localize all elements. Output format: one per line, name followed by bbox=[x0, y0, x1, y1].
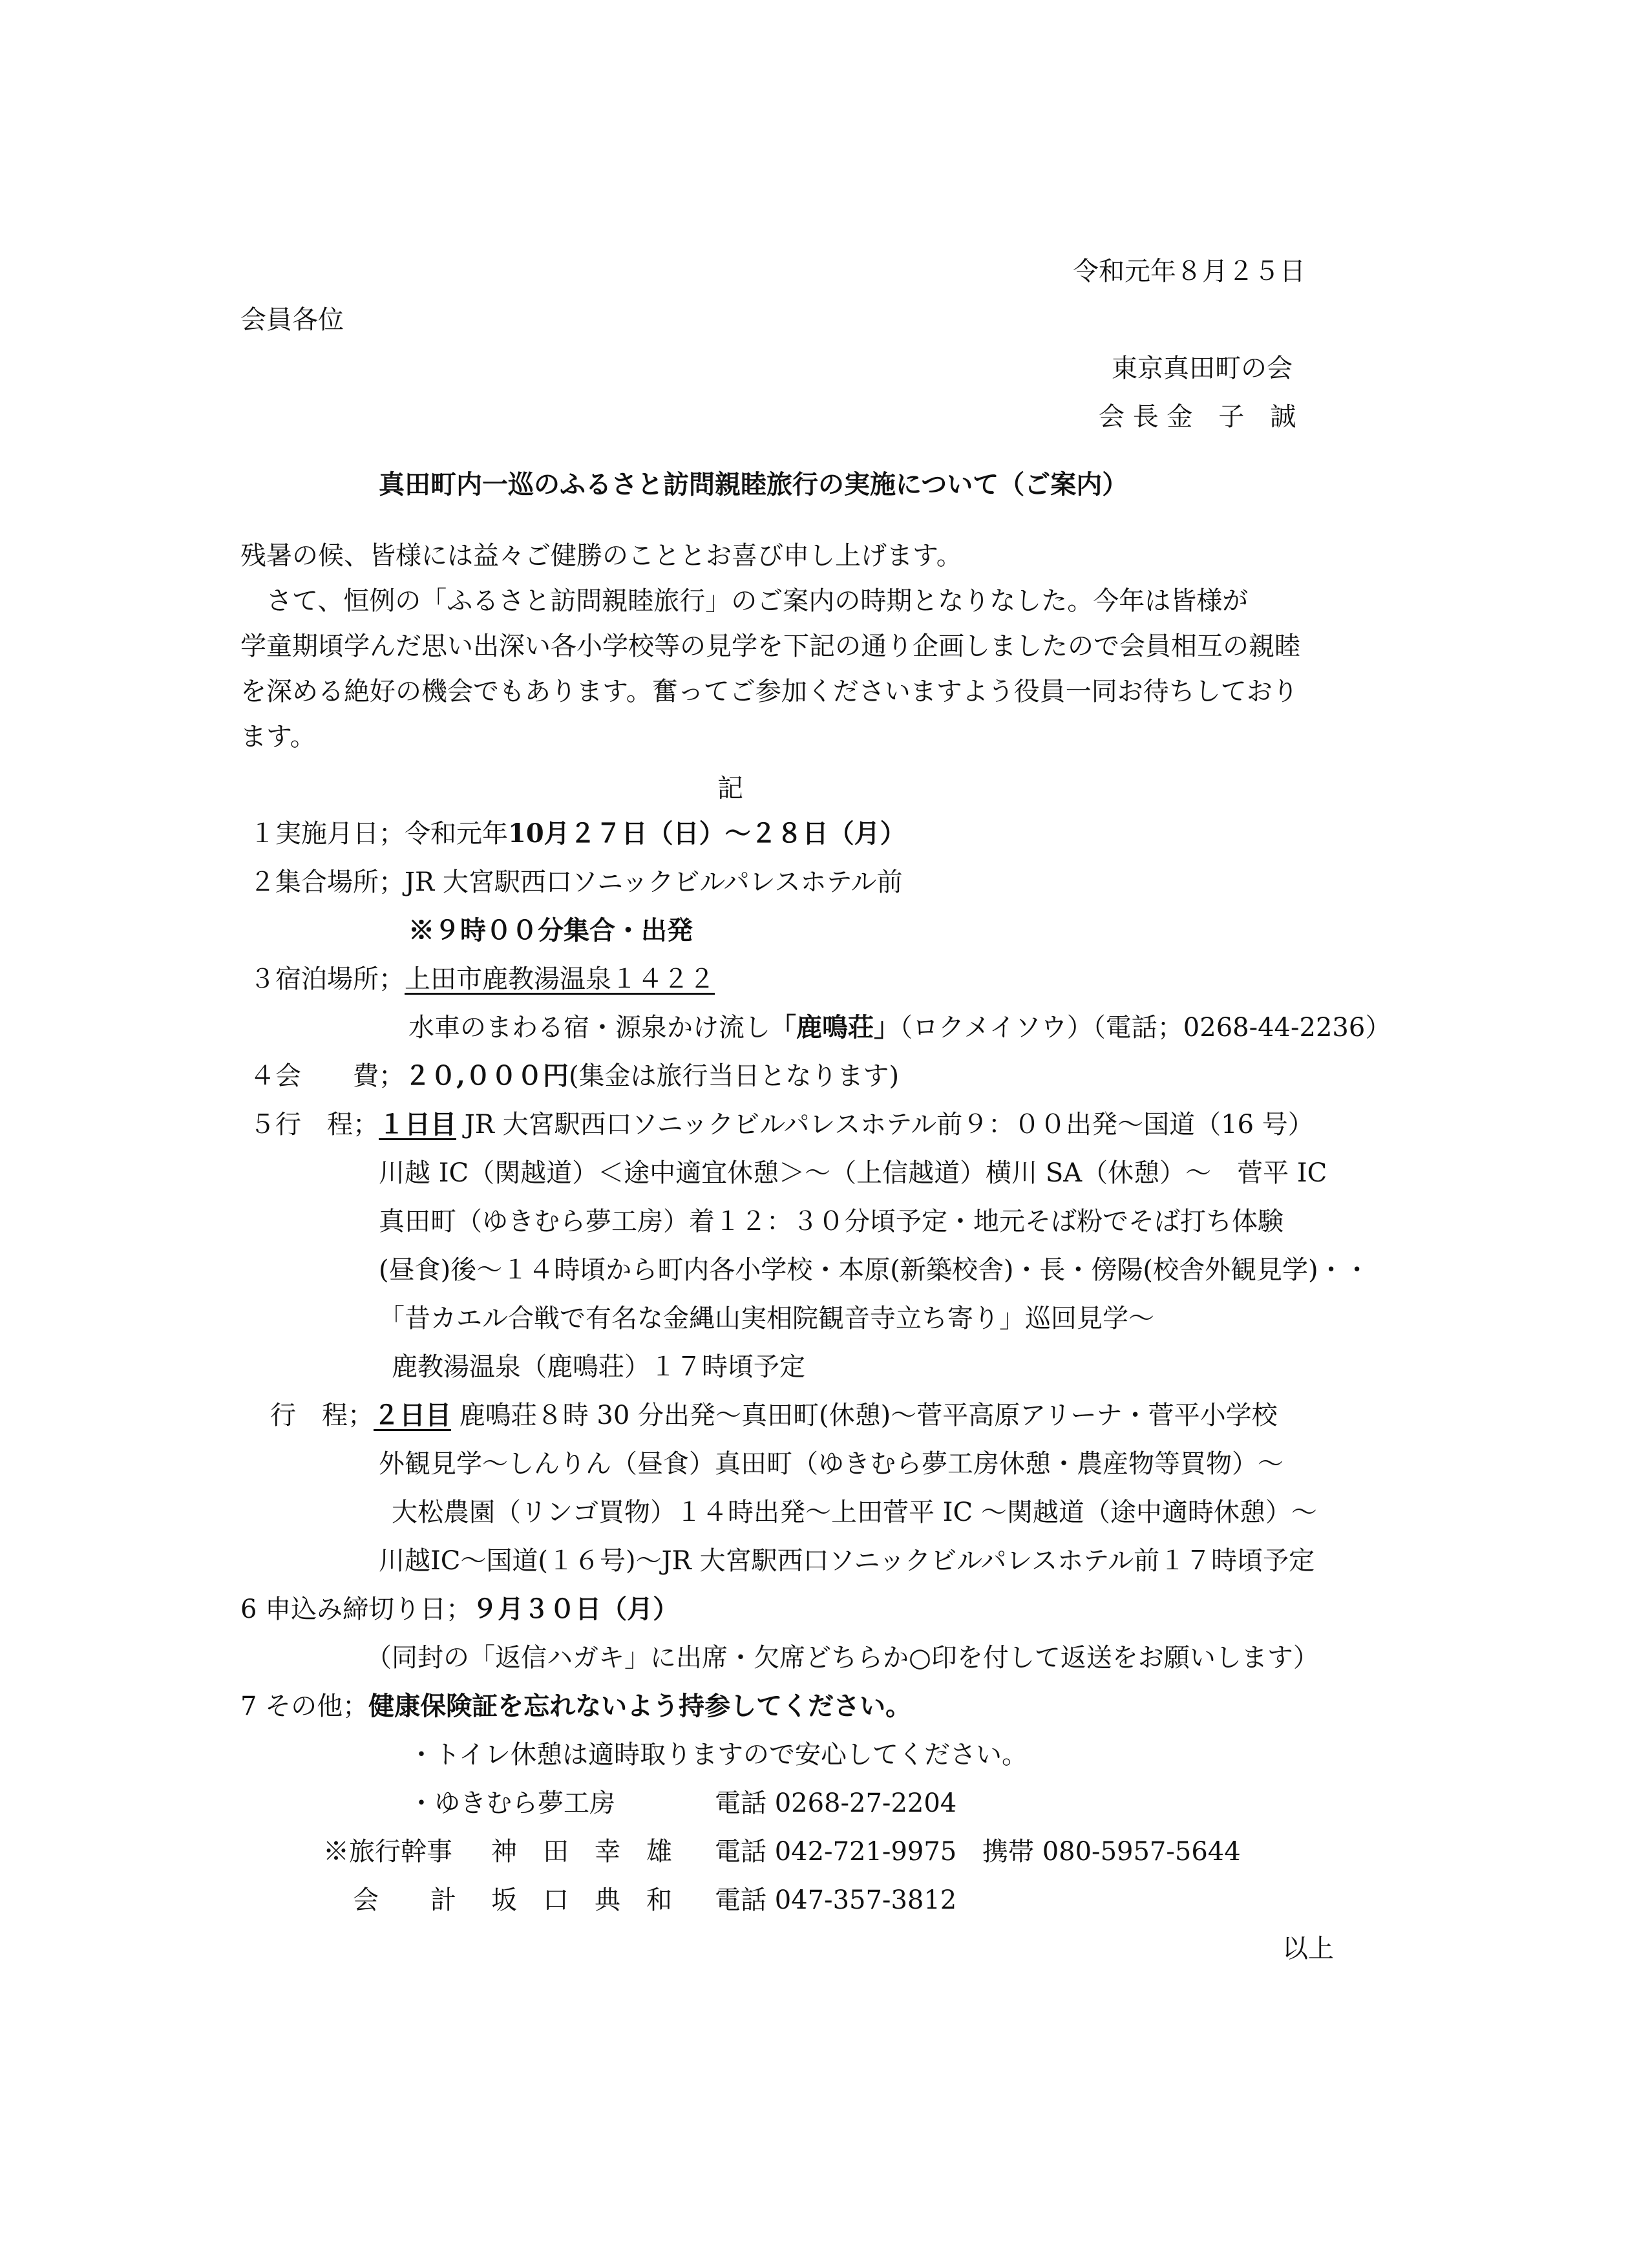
item-meeting bbox=[249, 869, 902, 895]
note-yukimura-phone: 電話 0268-27-2204 bbox=[715, 1788, 957, 1818]
item-other-value: 健康保険証を忘れないよう持参してください。 bbox=[368, 1691, 912, 1721]
itinerary-label: 行 程； bbox=[270, 1401, 374, 1430]
item-date bbox=[249, 818, 906, 849]
item-stay-value: 上田市鹿教湯温泉１４２２ bbox=[405, 964, 715, 994]
contact-name: 坂 口 典 和 bbox=[491, 1885, 672, 1915]
item-meeting-note: ※９時００分集合・出発 bbox=[408, 915, 693, 946]
itinerary-line: (昼食)後～１４時頃から町内各小学校・本原(新築校舎)・長・傍陽(校舎外観見学)・・ bbox=[379, 1255, 1370, 1285]
item-other bbox=[240, 1693, 911, 1719]
contact-phone: 電話 042-721-9975 bbox=[715, 1837, 957, 1867]
itinerary-label: ５行 程； bbox=[249, 1110, 379, 1139]
intro-line: 残暑の候、皆様には益々ご健勝のこととお喜び申し上げます。 bbox=[240, 541, 962, 571]
contact-phone: 電話 047-357-3812 bbox=[715, 1885, 957, 1915]
item-deadline-value: ９月３０日（月） bbox=[472, 1594, 679, 1624]
itinerary-day1-first bbox=[249, 1109, 1314, 1139]
contact-role: 会 計 bbox=[353, 1885, 456, 1915]
itinerary-line: JR 大宮駅西口ソニックビルパレスホテル前９：００出発～国道（16 号） bbox=[464, 1110, 1314, 1139]
item-date-label: １実施月日；令和元年 bbox=[249, 819, 508, 849]
ki-heading: 記 bbox=[717, 774, 743, 803]
item-other-label: 7 その他； bbox=[240, 1691, 369, 1721]
document-date: 令和元年８月２５日 bbox=[1073, 257, 1305, 286]
itinerary-line: 「昔カエル合戦で有名な金縄山実相院観音寺立ち寄り」巡回見学～ bbox=[379, 1304, 1154, 1333]
item-fee-note: (集金は旅行当日となります) bbox=[568, 1061, 900, 1091]
intro-line: を深める絶好の機会でもあります。奮ってご参加くださいますよう役員一同お待ちしており bbox=[240, 677, 1298, 706]
item-stay bbox=[249, 966, 715, 992]
item-stay-label: ３宿泊場所； bbox=[249, 964, 405, 994]
item-deadline-note: （同封の「返信ハガキ」に出席・欠席どちらか○印を付して返送をお願いします） bbox=[366, 1643, 1319, 1673]
organization-name: 東京真田町の会 bbox=[1112, 354, 1293, 383]
stay-detail-phone: （ロクメイソウ）（電話；0268-44-2236） bbox=[900, 1013, 1391, 1043]
intro-line: ます。 bbox=[240, 722, 316, 752]
itinerary-line: 真田町（ゆきむら夢工房）着１２：３０分頃予定・地元そば粉でそば打ち体験 bbox=[379, 1207, 1284, 1236]
item-fee-value: ２０,０００円 bbox=[405, 1061, 569, 1091]
contact-role: ※旅行幹事 bbox=[323, 1837, 452, 1867]
inn-name: 「鹿鳴荘」 bbox=[770, 1012, 900, 1043]
itinerary-line: 鹿教湯温泉（鹿鳴荘）１７時頃予定 bbox=[392, 1352, 805, 1382]
itinerary-day2-first bbox=[270, 1400, 1278, 1430]
item-fee-label: ４会 費； bbox=[249, 1061, 405, 1091]
itinerary-line: 外観見学～しんりん（昼食）真田町（ゆきむら夢工房休憩・農産物等買物）～ bbox=[379, 1449, 1284, 1479]
note-toilet: ・トイレ休憩は適時取りますので安心してください。 bbox=[408, 1740, 1028, 1770]
document-title: 真田町内一巡のふるさと訪問親睦旅行の実施について（ご案内） bbox=[379, 469, 1128, 500]
intro-line: 学童期頃学んだ思い出深い各小学校等の見学を下記の通り企画しましたので会員相互の親睦 bbox=[240, 631, 1300, 661]
item-meeting-label: ２集合場所； bbox=[249, 867, 405, 897]
itinerary-line: 川越IC～国道(１６号)～JR 大宮駅西口ソニックビルパレスホテル前１７時頃予定 bbox=[379, 1546, 1315, 1576]
item-meeting-value: JR 大宮駅西口ソニックビルパレスホテル前 bbox=[405, 867, 903, 897]
item-date-value: 10月２７日（日）～２８日（月） bbox=[508, 818, 906, 849]
note-yukimura-name: ・ゆきむら夢工房 bbox=[408, 1788, 615, 1818]
itinerary-line: 川越 IC（関越道）＜途中適宜休憩＞～（上信越道）横川 SA（休憩）～ 菅平 IC bbox=[379, 1158, 1327, 1188]
closing-text: 以上 bbox=[1282, 1934, 1334, 1964]
day2-badge: ２日目 bbox=[374, 1400, 451, 1430]
item-stay-detail bbox=[408, 1012, 1391, 1043]
item-deadline bbox=[240, 1596, 679, 1622]
item-fee bbox=[249, 1063, 899, 1089]
president-name: 会 長 金 子 誠 bbox=[1099, 402, 1296, 432]
item-deadline-label: 6 申込み締切り日； bbox=[240, 1595, 472, 1624]
intro-line: さて、恒例の「ふるさと訪問親睦旅行」のご案内の時期となりなした。今年は皆様が bbox=[240, 586, 1249, 616]
itinerary-line: 鹿鳴荘８時 30 分出発～真田町(休憩)～菅平高原アリーナ・菅平小学校 bbox=[459, 1401, 1278, 1430]
itinerary-line: 大松農園（リンゴ買物）１４時出発～上田菅平 IC ～関越道（途中適時休憩）～ bbox=[392, 1498, 1317, 1527]
contact-name: 神 田 幸 雄 bbox=[491, 1837, 672, 1867]
stay-detail-text: 水車のまわる宿・源泉かけ流し bbox=[408, 1013, 770, 1043]
day1-badge: １日目 bbox=[379, 1109, 456, 1139]
contact-mobile: 携帯 080-5957-5644 bbox=[982, 1837, 1241, 1867]
addressee: 会員各位 bbox=[240, 305, 344, 335]
